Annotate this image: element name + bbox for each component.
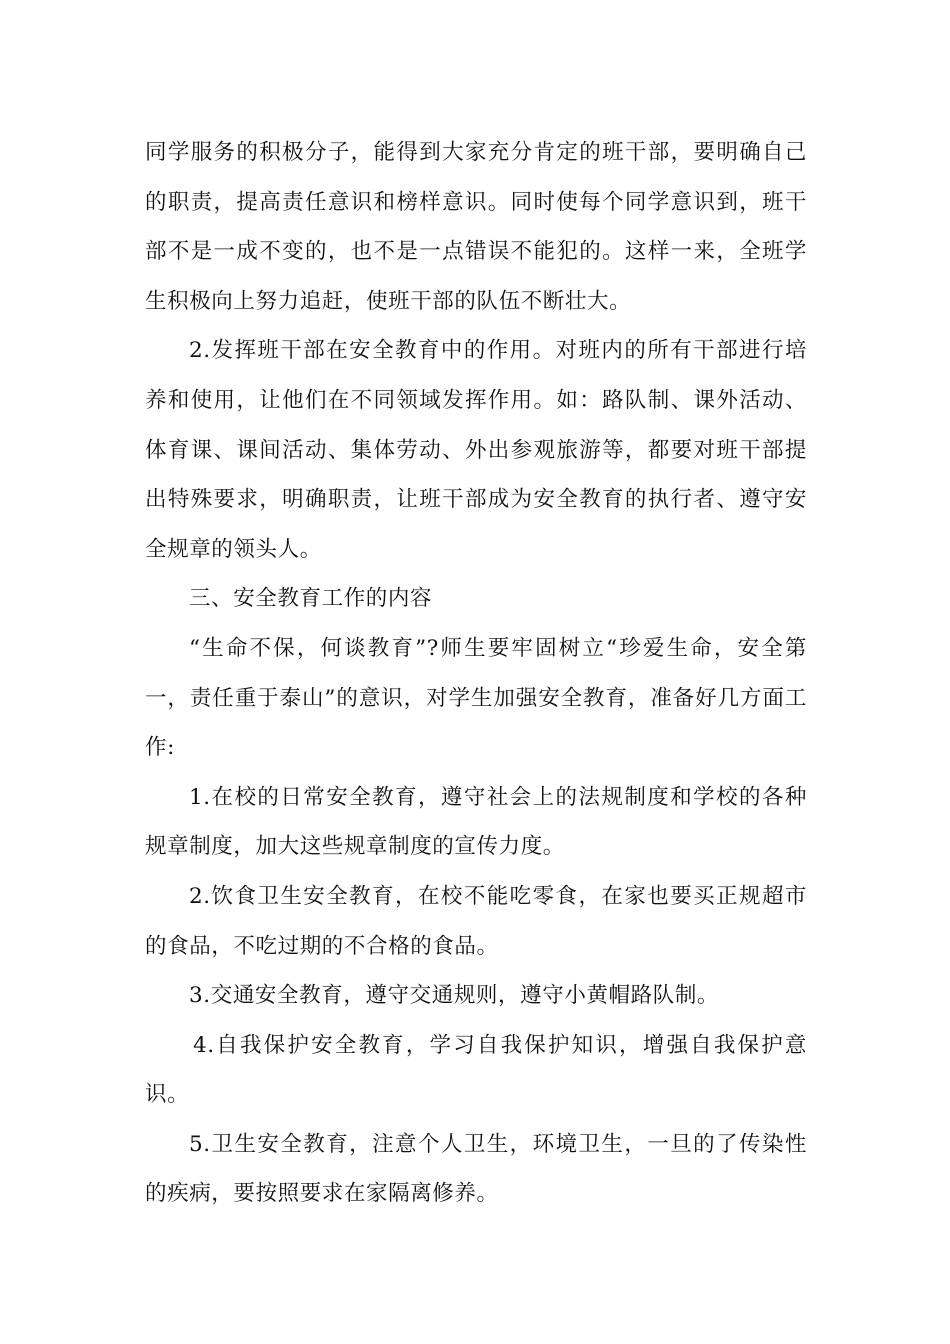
paragraph-item-5-hygiene-safety: 5.卫生安全教育，注意个人卫生，环境卫生，一旦的了传染性的疾病，要按照要求在家隔离修养。 [145, 1131, 807, 1207]
paragraph-item-2-food-safety: 2.饮食卫生安全教育，在校不能吃零食，在家也要买正规超市的食品，不吃过期的不合格的食品。 [145, 883, 807, 959]
paragraph-class-cadres-continued: 同学服务的积极分子，能得到大家充分肯定的班干部，要明确自己的职责，提高责任意识和榜样意识。同时使每个同学意识到，班干部不是一成不变的，也不是一点错误不能犯的。这样一来，全班学生积极向上努力追赶，使班干部的队伍不断壮大。 [145, 140, 807, 314]
paragraph-safety-intro: “生命不保，何谈教育”?师生要牢固树立“珍爱生命，安全第一，责任重于泰山”的意识，对学生加强安全教育，准备好几方面工作: [145, 635, 807, 761]
document-body [145, 128, 807, 1219]
paragraph-item-3-traffic-safety: 3.交通安全教育，遵守交通规则，遵守小黄帽路队制。 [189, 983, 720, 1009]
section-heading-safety-content: 三、安全教育工作的内容 [189, 586, 433, 612]
paragraph-item-2-cadre-role: 2.发挥班干部在安全教育中的作用。对班内的所有干部进行培养和使用，让他们在不同领域发挥作用。如：路队制、课外活动、体育课、课间活动、集体劳动、外出参观旅游等，都要对班干部提出特殊要求，明确职责，让班干部成为安全教育的执行者、遵守安全规章的领头人。 [145, 338, 807, 562]
paragraph-item-4-self-protection: 4.自我保护安全教育，学习自我保护知识，增强自我保护意识。 [145, 1032, 807, 1108]
paragraph-item-1-daily-safety: 1.在校的日常安全教育，遵守社会上的法规制度和学校的各种规章制度，加大这些规章制度的宣传力度。 [145, 784, 807, 860]
